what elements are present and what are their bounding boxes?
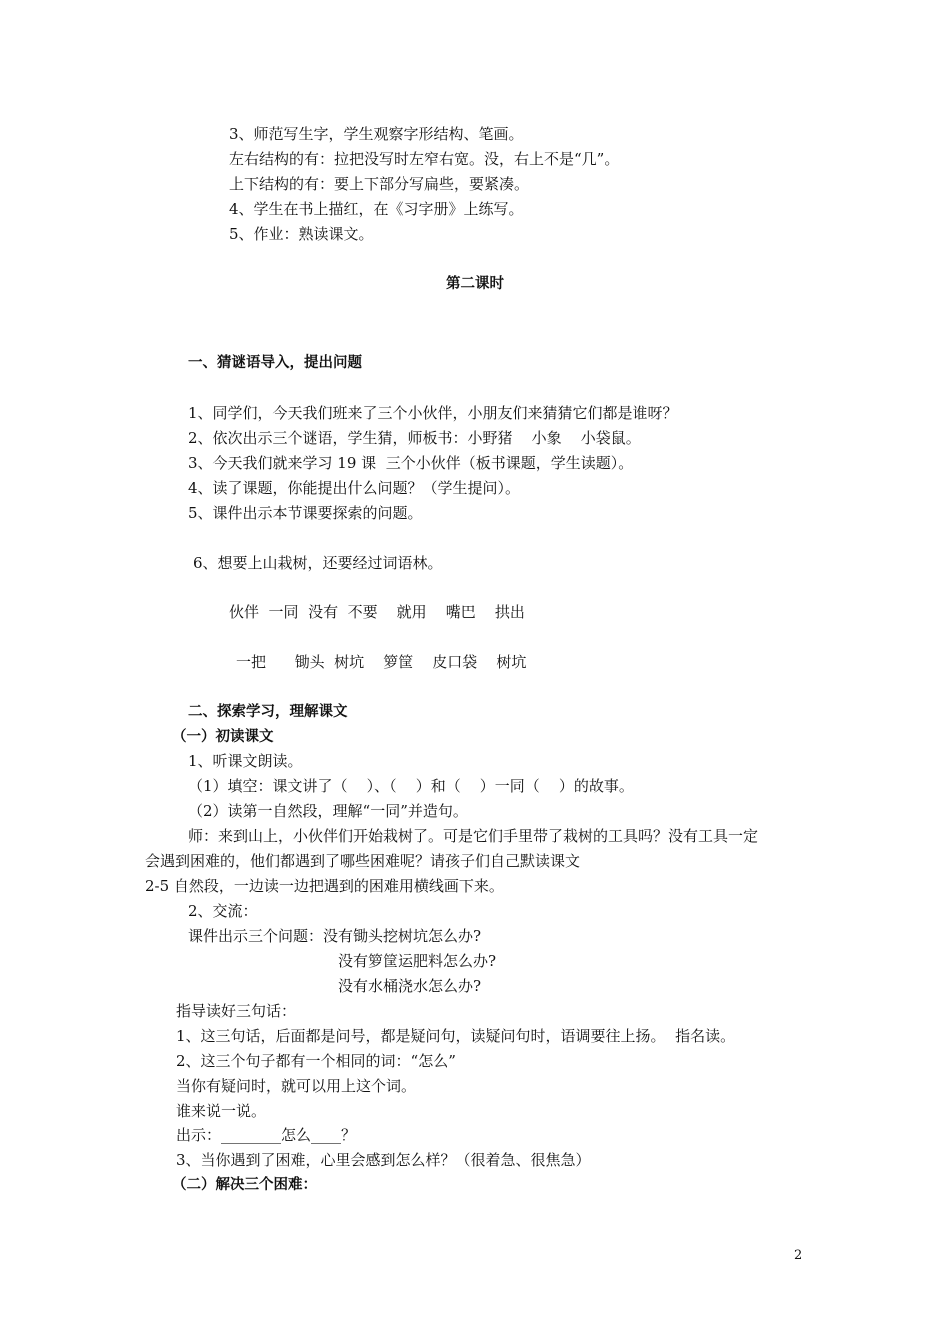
page-number: 2 (794, 1248, 803, 1263)
text-line: 1、听课文朗读。 (188, 752, 303, 770)
text-line: 3、当你遇到了困难，心里会感到怎么样？（很着急、很焦急） (176, 1151, 591, 1169)
lesson-title: 第二课时 (446, 276, 504, 292)
text-line: 6、想要上山栽树，还要经过词语林。 (193, 554, 443, 572)
section-heading: 二、探索学习，理解课文 (188, 704, 348, 720)
word-list: 伙伴 一同 没有 不要 就用 嘴巴 拱出 (229, 603, 525, 621)
text-line: （1）填空：课文讲了（ ）、（ ）和（ ）一同（ ）的故事。 (188, 777, 634, 795)
text-line: 1、这三句话，后面都是问号，都是疑问句，读疑问句时，语调要往上扬。 指名读。 (176, 1027, 736, 1045)
text-line: 3、今天我们就来学习 19 课 三个小伙伴（板书课题，学生读题）。 (188, 454, 634, 472)
text-line: 2、依次出示三个谜语，学生猜，师板书：小野猪 小象 小袋鼠。 (188, 429, 641, 447)
text-line: 没有箩筐运肥料怎么办? (338, 952, 497, 970)
text-line: 师：来到山上，小伙伴们开始栽树了。可是它们手里带了栽树的工具吗？没有工具一定 (188, 827, 759, 845)
text-line: 没有水桶浇水怎么办? (338, 977, 482, 995)
text-line: 3、师范写生字，学生观察字形结构、笔画。 (229, 125, 524, 143)
word-list: 一把 锄头 树坑 箩筐 皮口袋 树坑 (236, 653, 527, 671)
subsection-heading: （二）解决三个困难： (172, 1177, 317, 1193)
text-line: 课件出示三个问题：没有锄头挖树坑怎么办? (188, 927, 482, 945)
text-line: 4、学生在书上描红，在《习字册》上练写。 (229, 200, 524, 218)
text-line: 2-5 自然段，一边读一边把遇到的困难用横线画下来。 (145, 877, 504, 895)
text-line: 谁来说一说。 (176, 1102, 267, 1120)
text-line: 2、这三个句子都有一个相同的词：“怎么” (176, 1052, 456, 1070)
text-line: 当你有疑问时，就可以用上这个词。 (176, 1077, 417, 1095)
text-line: 指导读好三句话： (176, 1002, 297, 1020)
text-line: 出示：________怎么____？ (176, 1126, 357, 1144)
text-line: 上下结构的有：要上下部分写扁些，要紧凑。 (229, 175, 530, 193)
text-line: 左右结构的有：拉把没写时左窄右宽。没，右上不是“几”。 (229, 150, 620, 168)
text-line: 5、课件出示本节课要探索的问题。 (188, 504, 423, 522)
text-line: 会遇到困难的，他们都遇到了哪些困难呢？请孩子们自己默读课文 (145, 852, 581, 870)
section-heading: 一、猜谜语导入，提出问题 (188, 355, 362, 371)
text-line: （2）读第一自然段，理解“一同”并造句。 (188, 802, 468, 820)
text-line: 1、同学们，今天我们班来了三个小伙伴，小朋友们来猜猜它们都是谁呀？ (188, 404, 678, 422)
text-line: 2、交流： (188, 902, 258, 920)
text-line: 4、读了课题，你能提出什么问题？（学生提问）。 (188, 479, 521, 497)
subsection-heading: （一）初读课文 (172, 729, 274, 745)
text-line: 5、作业：熟读课文。 (229, 225, 374, 243)
